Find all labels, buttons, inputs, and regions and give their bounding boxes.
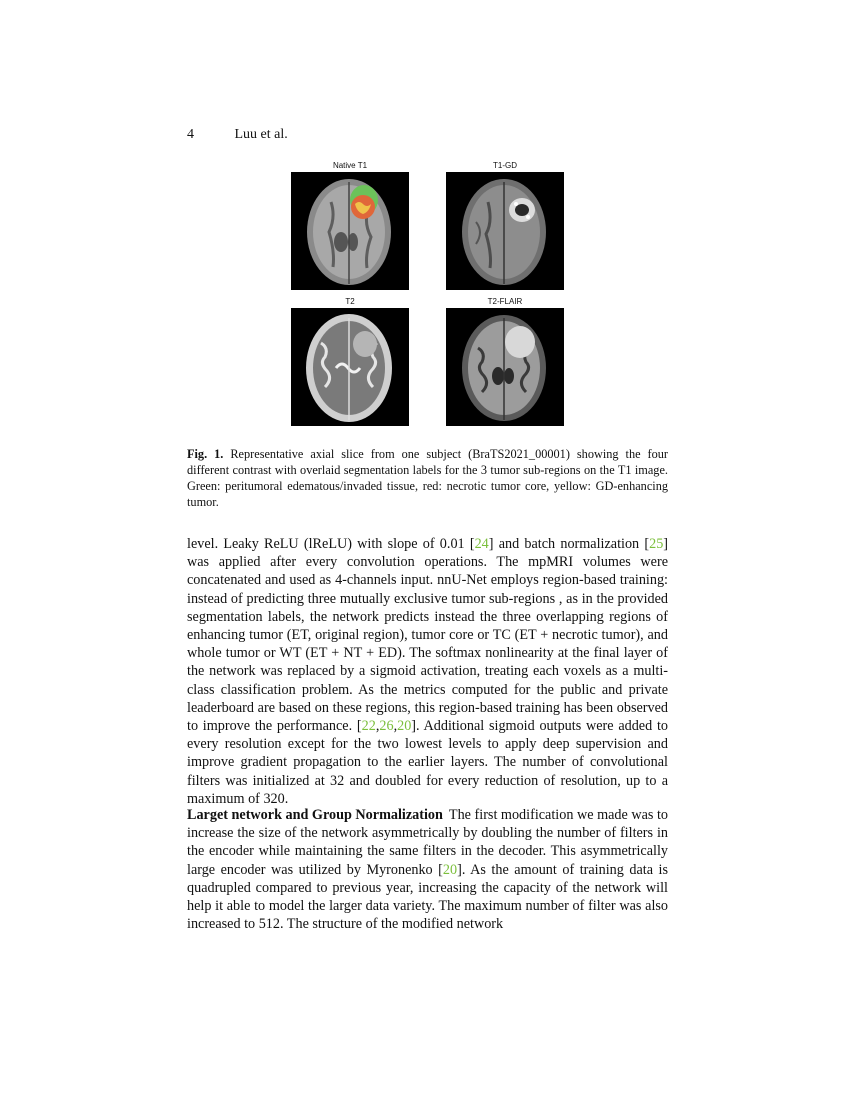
figure-caption xyxy=(187,446,668,510)
running-authors: Luu et al. xyxy=(234,127,288,142)
mri-image-t2 xyxy=(291,308,409,426)
body-text: level. Leaky ReLU (lReLU) with slope of 0.01 [ xyxy=(187,536,475,552)
caption-label: Fig. 1. xyxy=(187,447,224,461)
mri-image-t1-gd xyxy=(446,172,564,290)
citation-link[interactable]: 25 xyxy=(649,536,664,552)
caption-text: Representative axial slice from one subject (BraTS2021_00001) showing the four different contrast with overlaid segmentation labels for the 3 tumor sub-regions on the T1 image. Green: peritumoral edematous/invaded tissue, red: necrotic tumor core, yellow: GD-enhancing tumor. xyxy=(187,447,669,509)
citation-link[interactable]: 20 xyxy=(397,718,412,735)
mri-image-native-t1 xyxy=(291,172,409,290)
section-paragraph xyxy=(187,806,668,933)
section-text: ]. As the amount of training data is quadrupled compared to previous year, increasing the capacity of the network will help it able to model the larger data variety. The maximum number of filter was also increased to 512. The structure of the modified network xyxy=(187,861,668,933)
citation-link[interactable]: 26 xyxy=(379,718,394,735)
panel-title: T1-GD xyxy=(493,161,517,170)
citation-link[interactable]: 20 xyxy=(442,861,458,878)
section-title: Larget network and Group Normalization xyxy=(187,807,443,823)
panel-native-t1 xyxy=(291,160,409,290)
body-paragraph xyxy=(187,535,668,808)
body-text: ] and batch normalization [ xyxy=(488,536,650,552)
mri-figure xyxy=(291,160,564,426)
panel-title: Native T1 xyxy=(332,161,368,170)
panel-t2-flair xyxy=(446,296,564,426)
panel-title: T2-FLAIR xyxy=(487,297,523,306)
body-text: ]. Additional sigmoid outputs were added to every resolution except for the two lowest levels to apply deep supervision and improve gradient propagation to the earlier layers. The number of convolutional filters was initialized at 32 and doubled for every reduction of resolution, up to a maximum of 320. xyxy=(187,718,668,807)
citation-link[interactable]: 24 xyxy=(474,536,489,552)
page-number: 4 xyxy=(187,127,194,142)
page-header xyxy=(187,127,288,143)
mri-image-t2-flair xyxy=(446,308,564,426)
section-text: The first modification we made was to increase the size of the network asymmetrically by doubling the number of filters in the encoder while maintaining the same filters in the decoder. This asymmetrically large encoder was utilized by Myronenko [ xyxy=(187,807,668,878)
citation-separator: , xyxy=(393,718,398,735)
panel-title: T2 xyxy=(345,297,355,306)
panel-t1-gd xyxy=(446,160,564,290)
citation-separator: , xyxy=(375,718,380,735)
body-text: ] was applied after every convolution operations. The mpMRI volumes were concatenated and used as 4-channels input. nnU-Net employs region-based training: instead of predicting three mutually exclusive tumor sub-regions , as in the provided segmentation labels, the network predicts instead the three overlapping regions of enhancing tumor (ET, original region), tumor core or TC (ET + necrotic tumor), and whole tumor or WT (ET + NT + ED). The softmax nonlinearity at the final layer of the network was replaced by a sigmoid activation, treating each voxels as a multi-class classification problem. As the metrics computed for the public and private leaderboard are based on these regions, this region-based training has been observed to improve the performance. [ xyxy=(187,536,669,735)
panel-t2 xyxy=(291,296,409,426)
citation-link[interactable]: 22 xyxy=(361,718,376,735)
